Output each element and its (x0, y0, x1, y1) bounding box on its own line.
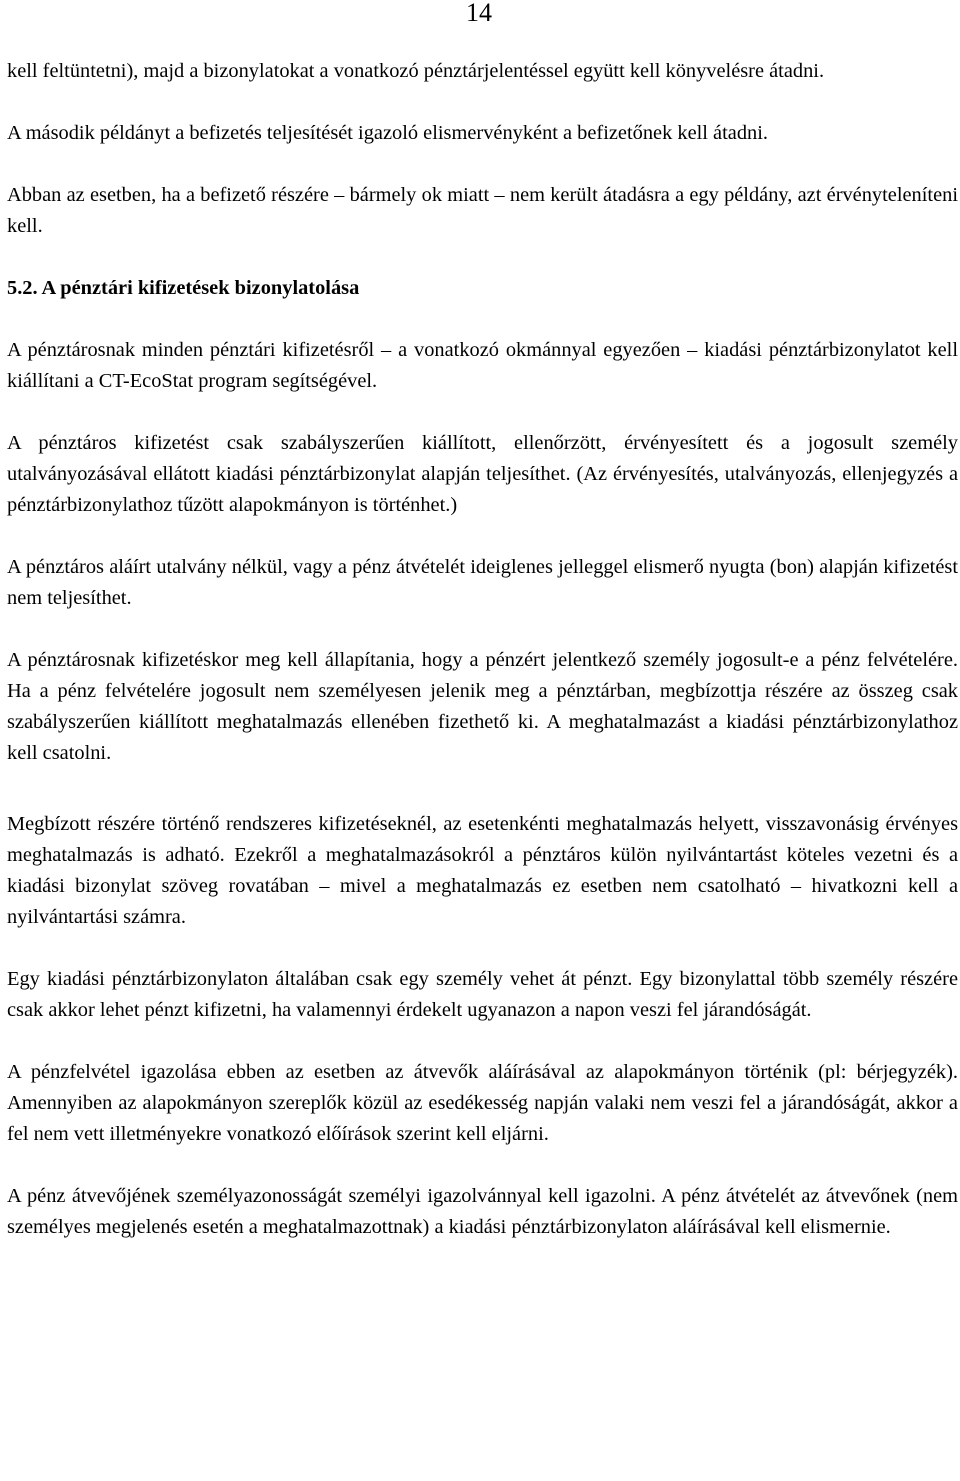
paragraph: A második példányt a befizetés teljesítését igazoló elismervényként a befizetőnek kell átadni. (7, 122, 768, 144)
page-number: 14 (466, 0, 492, 27)
paragraph: Abban az esetben, ha a befizető részére – bármely ok miatt – nem került átadásra a egy példány, azt érvényteleníteni kell. (7, 184, 958, 237)
document-body (7, 56, 958, 1243)
section-heading: 5.2. A pénztári kifizetések bizonylatolása (7, 277, 360, 299)
paragraph: A pénzfelvétel igazolása ebben az esetben az átvevők aláírásával az alapokmányon történik (pl: bérjegyzék). Amennyiben az alapokmányon szereplők közül az esedékesség napján valaki nem veszi fel a járandóságát, akkor a fel nem vett illetményekre vonatkozó előírások szerint kell eljárni. (7, 1061, 958, 1145)
paragraph: A pénz átvevőjének személyazonosságát személyi igazolvánnyal kell igazolni. A pénz átvételét az átvevőnek (nem személyes megjelenés esetén a meghatalmazottnak) a kiadási pénztárbizonylaton aláírásával kell elismernie. (7, 1185, 958, 1238)
paragraph: Megbízott részére történő rendszeres kifizetéseknél, az esetenkénti meghatalmazás helyett, visszavonásig érvényes meghatalmazás is adható. Ezekről a meghatalmazásokról a pénztáros külön nyilvántartást köteles vezetni és a kiadási bizonylat szöveg rovatában – mivel a meghatalmazás ez esetben nem csatolható – hivatkozni kell a nyilvántartási számra. (7, 813, 958, 928)
paragraph: kell feltüntetni), majd a bizonylatokat a vonatkozó pénztárjelentéssel együtt kell könyvelésre átadni. (7, 60, 825, 82)
paragraph: Egy kiadási pénztárbizonylaton általában csak egy személy vehet át pénzt. Egy bizonylattal több személy részére csak akkor lehet pénzt kifizetni, ha valamennyi érdekelt ugyanazon a napon veszi fel járandóságát. (7, 968, 958, 1021)
paragraph: A pénztáros kifizetést csak szabályszerűen kiállított, ellenőrzött, érvényesített és a jogosult személy utalványozásával ellátott kiadási pénztárbizonylat alapján teljesíthet. (Az érvényesítés, utalványozás, ellenjegyzés a pénztárbizonylathoz tűzött alapokmányon is történhet.) (7, 432, 958, 516)
paragraph: A pénztárosnak minden pénztári kifizetésről – a vonatkozó okmánnyal egyezően – kiadási pénztárbizonylatot kell kiállítani a CT-EcoStat program segítségével. (7, 339, 958, 392)
paragraph: A pénztáros aláírt utalvány nélkül, vagy a pénz átvételét ideiglenes jelleggel elismerő nyugta (bon) alapján kifizetést nem teljesíthet. (7, 556, 958, 609)
paragraph: A pénztárosnak kifizetéskor meg kell állapítania, hogy a pénzért jelentkező személy jogosult-e a pénz felvételére. Ha a pénz felvételére jogosult nem személyesen jelenik meg a pénztárban, megbízottja részére az összeg csak szabályszerűen kiállított meghatalmazás ellenében fizethető ki. A meghatalmazást a kiadási pénztárbizonylathoz kell csatolni. (7, 649, 958, 764)
